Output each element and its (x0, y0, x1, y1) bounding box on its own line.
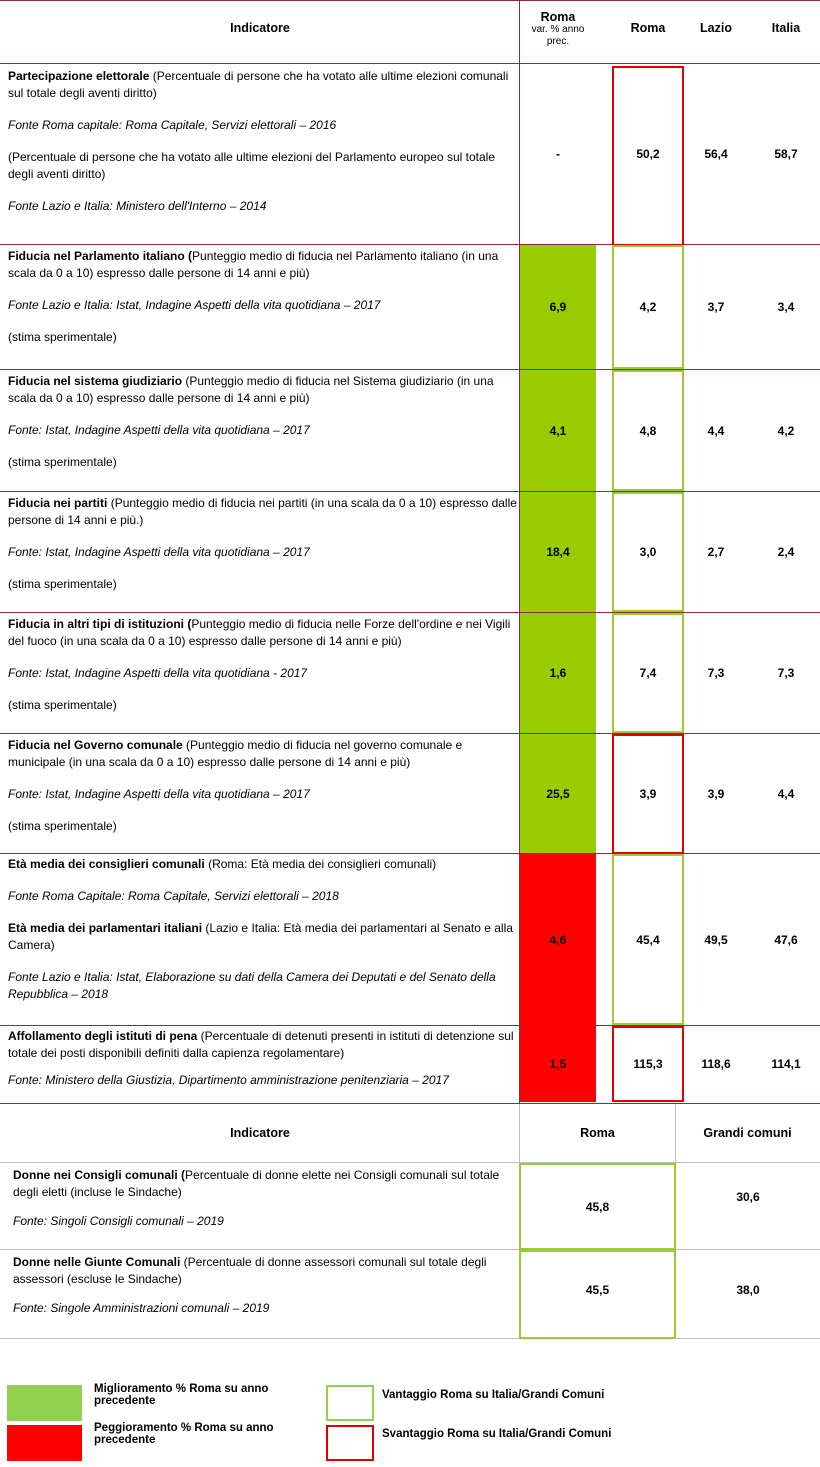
row-donne-giunte: Donne nelle Giunte Comunali (Percentuale di donne assessori comunali sul totale degli assessori (escluse le Sindache) Fonte: Singole Amministrazioni comunali – 2019 (13, 1255, 487, 1315)
var-cell: 4,1 (549, 423, 567, 438)
header-lazio: Lazio (700, 21, 732, 35)
rule (0, 0, 820, 1)
italia-cell: 4,2 (777, 423, 795, 438)
var-cell: 6,9 (549, 300, 567, 314)
var-cell: 1,5 (549, 1057, 567, 1071)
header-indicatore: Indicatore (230, 21, 290, 35)
italia-cell: 3,4 (777, 300, 795, 314)
italia-cell: 58,7 (774, 147, 798, 161)
italia-cell: 7,3 (777, 666, 795, 680)
roma-cell: 45,8 (585, 1199, 610, 1214)
legend-label-disadvantage: Svantaggio Roma su Italia/Grandi Comuni (382, 1428, 612, 1440)
row-affollamento: Affollamento degli istituti di pena (Percentuale di detenuti presenti in istituti di detenzione sul totale dei posti disponibili definiti dalla capienza regolamentare) Fonte: Ministero della Giustizia, Dipartimento amministrazione penitenziaria – 2017 (8, 1029, 514, 1087)
roma-cell: 4,2 (639, 300, 657, 314)
row-altre-istituzioni: Fiducia in altri tipi di istituzioni (Punteggio medio di fiducia nelle Forze dell'ordine e nei Vigili del fuoco (in una scala da 0 a 10) espresso dalle persone di 14 anni e più) Fonte: Istat, Indagine Aspetti della vita quotidiana - 2017 (stima sperimentale) (8, 617, 511, 712)
header-roma-var: Roma var. % anno prec. (531, 10, 585, 47)
italia-cell: 114,1 (771, 1057, 801, 1071)
row-parlamento: Fiducia nel Parlamento italiano (Punteggio medio di fiducia nel Parlamento italiano (in una scala da 0 a 10) espresso dalle persone di 14 anni e più) Fonte Lazio e Italia: Istat, Indagine Aspetti della vita quotidiana – 2017 (stima sperimentale) (8, 249, 499, 344)
var-cell: 25,5 (546, 786, 570, 801)
italia-cell: 4,4 (777, 786, 795, 801)
lazio-cell: 3,7 (707, 300, 725, 314)
lazio-cell: 7,3 (707, 666, 725, 680)
var-cell: - (556, 147, 560, 161)
legend-label-worsening: Peggioramento % Roma su anno precedente (94, 1422, 274, 1446)
roma-cell: 45,5 (585, 1283, 610, 1297)
legend-label-improvement: Miglioramento % Roma su anno precedente (94, 1383, 269, 1407)
lazio-cell: 2,7 (707, 545, 725, 559)
rule (0, 1338, 820, 1339)
lazio-cell: 4,4 (707, 423, 725, 438)
italia-cell: 47,6 (774, 932, 798, 947)
roma-cell: 45,4 (636, 932, 660, 947)
lazio-cell: 3,9 (707, 786, 725, 801)
row-donne-consigli: Donne nei Consigli comunali (Percentuale di donne elette nei Consigli comunali sul totale degli eletti (incluse le Sindache) Fonte: Singoli Consigli comunali – 2019 (13, 1168, 500, 1228)
grandi-comuni-cell: 30,6 (736, 1189, 760, 1204)
roma-cell: 3,0 (639, 545, 657, 559)
row-governo-comunale: Fiducia nel Governo comunale (Punteggio medio di fiducia nel governo comunale e municipale (in una scala da 0 a 10) espresso dalle persone di 14 anni e più) Fonte: Istat, Indagine Aspetti della vita quotidiana – 2017 (stima sperimentale) (8, 738, 463, 833)
legend-swatch-disadvantage (326, 1425, 374, 1461)
roma-cell: 4,8 (639, 423, 657, 438)
lazio-cell: 49,5 (704, 932, 728, 947)
rule (0, 1103, 820, 1104)
var-cell: 1,6 (549, 666, 567, 680)
legend-swatch-advantage (326, 1385, 374, 1421)
row-partecipazione: Partecipazione elettorale (Percentuale di persone che ha votato alle ultime elezioni comunali sul totale degli aventi diritto) Fonte Roma capitale: Roma Capitale, Servizi elettorali – 2016 (Percentuale di persone che ha votato alle ultime elezioni del Parlamento europeo sul totale degli aventi diritto) Fonte Lazio e Italia: Ministero dell'Interno – 2014 (8, 69, 509, 213)
roma-cell: 115,3 (633, 1057, 663, 1071)
legend-swatch-improvement (7, 1385, 82, 1421)
header-italia: Italia (771, 21, 801, 35)
roma-cell: 3,9 (639, 786, 657, 801)
italia-cell: 2,4 (777, 545, 795, 559)
header-indicatore: Indicatore (230, 1126, 290, 1140)
var-cell: 4,6 (549, 932, 567, 947)
grandi-comuni-cell: 38,0 (736, 1283, 760, 1297)
roma-cell: 7,4 (639, 666, 657, 680)
row-partiti: Fiducia nei partiti (Punteggio medio di fiducia nei partiti (in una scala da 0 a 10) espresso dalle persone di 14 anni e più.) Fonte: Istat, Indagine Aspetti della vita quotidiana – 2017 (stima sperimentale) (8, 496, 517, 591)
roma-cell: 50,2 (636, 147, 660, 161)
row-eta-media: Età media dei consiglieri comunali (Roma: Età media dei consiglieri comunali) Fonte Roma Capitale: Roma Capitale, Servizi elettorali – 2018 Età media dei parlamentari italiani (Lazio e Italia: Età media dei parlamentari al Senato e alla Camera) Fonte Lazio e Italia: Istat, Elaborazione su dati della Camera dei Deputati e del Senato della Repubblica – 2018 (8, 857, 513, 1001)
lazio-cell: 118,6 (701, 1057, 731, 1071)
legend-swatch-worsening (7, 1425, 82, 1461)
header-roma: Roma (580, 1126, 615, 1140)
lazio-cell: 56,4 (704, 147, 728, 161)
header-grandi-comuni: Grandi comuni (703, 1126, 792, 1140)
header-roma: Roma (630, 21, 666, 35)
legend-label-advantage: Vantaggio Roma su Italia/Grandi Comuni (382, 1389, 605, 1401)
var-cell: 18,4 (546, 545, 570, 559)
row-giudiziario: Fiducia nel sistema giudiziario (Punteggio medio di fiducia nel Sistema giudiziario (in una scala da 0 a 10) espresso dalle persone di 14 anni e più) Fonte: Istat, Indagine Aspetti della vita quotidiana – 2017 (stima sperimentale) (8, 374, 494, 469)
